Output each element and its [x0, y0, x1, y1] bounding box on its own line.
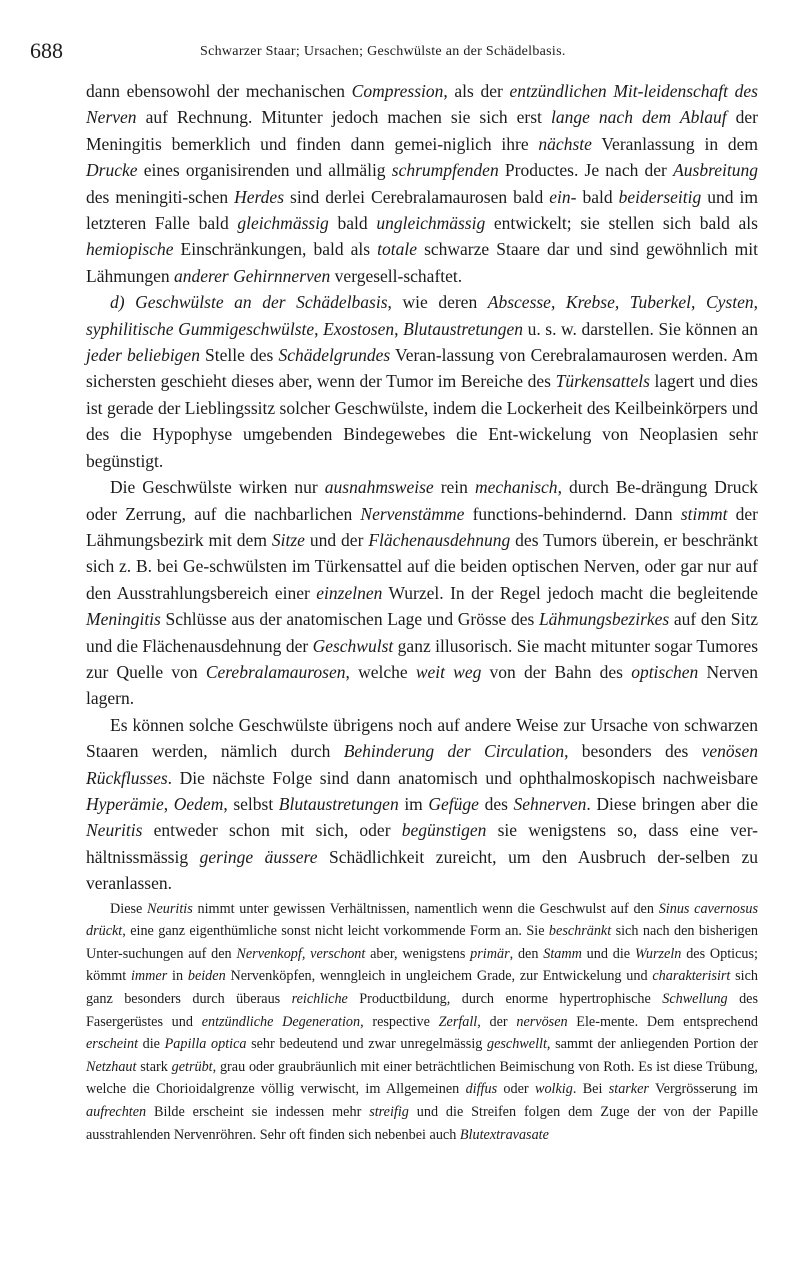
page-header [30, 36, 755, 66]
text-run: Schlüsse aus der anatomischen Lage und Grösse des [160, 609, 539, 630]
italic-text-run: Blutaustretungen [278, 793, 399, 814]
text-run: sie wenigstens so, dass eine ver-hältnissmässig [86, 820, 758, 867]
text-run: . Bei [572, 1081, 609, 1098]
text-run: , durch Be-drängung Druck oder Zerrung, auf die nachbarlichen [86, 477, 758, 524]
text-run: , eine ganz eigenthümliche sonst nicht leicht vorkommende Form an. Sie [122, 923, 549, 940]
italic-text-run: Schädelgrundes [278, 345, 391, 366]
italic-text-run: Zerfall [438, 1013, 478, 1030]
italic-text-run: entzündlichen Mit-leidenschaft des Nerven [86, 81, 758, 128]
italic-text-run: primär [470, 945, 510, 962]
text-run: entwickelt; sie stellen sich bald als [485, 213, 758, 234]
paragraph-neuritis-note [86, 898, 758, 1147]
italic-text-run: Neuritis [86, 820, 143, 841]
italic-text-run: totale [377, 239, 418, 260]
text-run: Wurzel. In der Regel jedoch macht die begleitende [382, 582, 758, 603]
italic-text-run: Netzhaut [86, 1058, 137, 1075]
italic-text-run: Blutextravasate [459, 1126, 549, 1143]
text-run: Productbildung, durch enorme hypertrophische [347, 990, 663, 1007]
text-run: des Opticus; kömmt [86, 945, 758, 985]
italic-text-run: ungleichmässig [376, 213, 486, 234]
italic-text-run: erscheint [86, 1036, 139, 1053]
text-run: , [753, 292, 758, 313]
italic-text-run: nervösen [516, 1013, 568, 1030]
text-run: , als der [443, 81, 510, 101]
text-run: bald [576, 186, 619, 207]
text-run: entweder schon mit sich, oder [142, 820, 402, 841]
italic-text-run: Drucke [86, 160, 138, 181]
text-run: des meningiti-schen [86, 186, 235, 207]
italic-text-run: Geschwulst [312, 635, 394, 656]
text-run: , respective [360, 1013, 439, 1030]
text-run: eines organisirenden und allmälig [137, 160, 392, 181]
italic-text-run: Compression [351, 81, 444, 101]
text-run: functions-behindernd. Dann [464, 503, 681, 524]
italic-text-run: Abscesse, Krebse, Tuberkel, Cysten [487, 292, 754, 313]
italic-text-run: beiden [187, 968, 226, 985]
small-print-note [86, 898, 758, 1147]
italic-text-run: d) Geschwülste an der Schädelbasis [110, 292, 388, 313]
text-run: auf Rechnung. Mitunter jedoch machen sie sich erst [136, 107, 551, 128]
page-number: 688 [30, 38, 63, 63]
italic-text-run: Blutaustretungen [403, 318, 523, 339]
text-run: und die Streifen folgen dem Zuge der von der Papille ausstrahlenden Nervenröhren. Sehr oft finden sich nebenbei auch [86, 1103, 758, 1143]
text-run: des [478, 793, 514, 814]
text-run: Vergrösserung im [648, 1081, 759, 1098]
italic-text-run: Oedem [173, 793, 224, 814]
text-run: , [394, 318, 404, 339]
text-run: auf den Sitz und die Flächenausdehnung der [86, 609, 759, 656]
italic-text-run: Flächenausdehnung [368, 529, 511, 550]
italic-text-run: Herdes [234, 186, 285, 207]
text-run: von der Bahn des [481, 661, 632, 682]
italic-text-run: reichliche [291, 990, 348, 1007]
text-run: oder [497, 1081, 535, 1098]
text-run: schwarze Staare dar und sind gewöhnlich mit Lähmungen [86, 239, 758, 286]
text-run: die [138, 1036, 165, 1053]
text-run: , grau oder graubräunlich mit einer beträchtlichen Beimischung von Roth. Es ist diese Trübung, welche die Chorioidalgrenze völlig verwischt, im Allgemeinen [86, 1058, 758, 1098]
italic-text-run: Stamm [543, 945, 582, 962]
italic-text-run: geschwellt [487, 1036, 547, 1053]
italic-text-run: Nervenstämme [360, 503, 465, 524]
text-run: Ele-mente. Dem entsprechend [567, 1013, 759, 1030]
italic-text-run: Ausbreitung [673, 160, 758, 181]
italic-text-run: geringe äussere [199, 846, 318, 867]
italic-text-run: streifig [369, 1103, 409, 1120]
text-run: lagert und dies ist gerade der Lieblingssitz solcher Geschwülste, indem die Lockerheit des Keilbeinkörpers und des die Hypophyse umgebenden Bindegewebes die Ent-wickelung von Neoplasien sehr begünstigt. [86, 371, 758, 471]
text-run: Veranlassung in dem [591, 133, 758, 154]
text-run: , sammt der anliegenden Portion der [546, 1036, 758, 1053]
italic-text-run: Wurzeln [634, 945, 682, 962]
text-run: und der [304, 529, 369, 550]
text-run: und im letzteren Falle bald [86, 186, 758, 234]
text-run: . Diese bringen aber die [586, 793, 759, 814]
text-run: nimmt unter gewissen Verhältnissen, namentlich wenn die Geschwulst auf den [192, 900, 659, 917]
italic-text-run: mechanisch [474, 477, 558, 498]
text-run: aber, wenigstens [365, 945, 471, 962]
text-run: Productes. Je nach der [498, 160, 674, 181]
italic-text-run: venösen Rückflusses [86, 741, 758, 788]
text-run: Einschränkungen, bald als [173, 239, 378, 260]
paragraph-mitleidenschaft [86, 78, 758, 289]
paragraph-geschwuelste-schaedelbasis [86, 289, 758, 474]
italic-text-run: aufrechten [86, 1103, 147, 1120]
italic-text-run: lange nach dem Ablauf [550, 107, 727, 128]
text-run: , [314, 318, 324, 339]
italic-text-run: hemiopische [86, 239, 174, 260]
italic-text-run: Nervenkopf, verschont [236, 945, 366, 962]
italic-text-run: Schwellung [662, 990, 728, 1007]
text-run: in [167, 968, 188, 985]
text-run: , wie deren [387, 292, 488, 313]
italic-text-run: Behinderung der Circulation [343, 741, 565, 762]
text-run: stark [136, 1058, 172, 1075]
text-run: sind derlei Cerebralamaurosen bald [284, 186, 550, 207]
text-run: Nervenköpfen, wenngleich in ungleichem Grade, zur Entwickelung und [225, 968, 653, 985]
italic-text-run: beschränkt [548, 923, 612, 940]
text-run: , besonders des [564, 741, 702, 762]
text-run: dann ebensowohl der mechanischen [86, 81, 352, 101]
text-run: sich ganz besonders durch überaus [86, 968, 759, 1007]
text-run: im [398, 793, 429, 814]
italic-text-run: ein- [549, 186, 577, 207]
text-run: der Meningitis bemerklich und finden dann gemei-niglich ihre [86, 107, 758, 154]
text-run: Es können solche Geschwülste übrigens noch auf andere Weise zur Ursache von schwarzen Staaren werden, nämlich durch [86, 714, 758, 762]
text-run: vergesell-schaftet. [330, 265, 463, 286]
text-run: sich nach den bisherigen Unter-suchungen auf den [86, 923, 759, 962]
italic-text-run: entzündliche Degeneration [201, 1013, 361, 1030]
italic-text-run: Türkensattels [555, 371, 650, 392]
italic-text-run: Neuritis [147, 900, 193, 917]
italic-text-run: gleichmässig [237, 213, 329, 234]
italic-text-run: Meningitis [86, 609, 161, 630]
italic-text-run: charakterisirt [652, 968, 731, 985]
italic-text-run: Hyperämie [86, 793, 164, 814]
text-run: Nerven lagern. [86, 661, 758, 709]
italic-text-run: anderer Gehirnnerven [173, 265, 331, 286]
text-run: Veran-lassung von Cerebralamaurosen werden. Am sichersten geschieht dieses aber, wenn der Tumor im Bereiche des [86, 345, 758, 392]
italic-text-run: Sitze [271, 529, 305, 550]
text-run: des Tumors überein, er beschränkt sich z. B. bei Ge-schwülsten im Türkensattel auf die beiden optischen Nerven, oder gar nur auf den Ausstrahlungsbereich einer [86, 529, 758, 603]
italic-text-run: optischen [631, 661, 699, 682]
body-text [86, 78, 758, 897]
italic-text-run: starker [608, 1081, 649, 1098]
italic-text-run: Exostosen [323, 318, 395, 339]
text-run: , welche [345, 661, 416, 682]
paragraph-circulation [86, 712, 758, 897]
text-run: , [163, 793, 174, 814]
italic-text-run: Papilla optica [164, 1036, 247, 1053]
text-run: u. s. w. darstellen. Sie können an [522, 318, 759, 339]
italic-text-run: nächste [538, 133, 592, 154]
text-run: , der [477, 1013, 517, 1030]
text-run: des Fasergerüstes und [86, 990, 758, 1030]
italic-text-run: immer [130, 968, 168, 985]
text-run: Bilde erscheint sie indessen mehr [146, 1103, 370, 1120]
italic-text-run: Sehnerven [513, 793, 587, 814]
italic-text-run: diffus [465, 1081, 498, 1098]
text-run: rein [433, 477, 475, 498]
text-run: Die Geschwülste wirken nur [110, 477, 325, 498]
italic-text-run: stimmt [680, 503, 728, 524]
italic-text-run: ausnahmsweise [324, 477, 434, 498]
text-run: Schädlichkeit zureicht, um den Ausbruch der-selben zu veranlassen. [86, 846, 759, 894]
text-run: bald [328, 213, 377, 234]
italic-text-run: Gefüge [428, 793, 479, 814]
italic-text-run: Cerebralamaurosen [205, 661, 346, 682]
italic-text-run: schrumpfenden [391, 160, 499, 181]
running-head: Schwarzer Staar; Ursachen; Geschwülste an der Schädelbasis. [200, 44, 566, 59]
italic-text-run: beiderseitig [618, 186, 702, 207]
text-run: , selbst [223, 793, 279, 814]
text-run: und die [581, 945, 635, 962]
text-run: , den [509, 945, 544, 962]
italic-text-run: wolkig [534, 1081, 573, 1098]
italic-text-run: einzelnen [316, 582, 383, 603]
text-run: ganz illusorisch. Sie macht mitunter sogar Tumores zur Quelle von [86, 635, 759, 682]
text-run: der Lähmungsbezirk mit dem [86, 503, 758, 550]
text-run: . Die nächste Folge sind dann anatomisch und ophthalmoskopisch nachweisbare [167, 767, 758, 788]
text-run: Diese [110, 900, 148, 917]
paragraph-mechanische-wirkung [86, 474, 758, 712]
italic-text-run: Sinus cavernosus drückt [86, 900, 758, 940]
text-run: Stelle des [199, 345, 279, 366]
italic-text-run: jeder beliebigen [86, 345, 200, 366]
text-run: sehr bedeutend und zwar unregelmässig [246, 1036, 487, 1053]
italic-text-run: begünstigen [401, 820, 487, 841]
italic-text-run: syphilitische Gummigeschwülste [86, 318, 315, 339]
italic-text-run: weit weg [415, 661, 482, 682]
italic-text-run: getrübt [171, 1058, 213, 1075]
italic-text-run: Lähmungsbezirkes [538, 609, 670, 630]
